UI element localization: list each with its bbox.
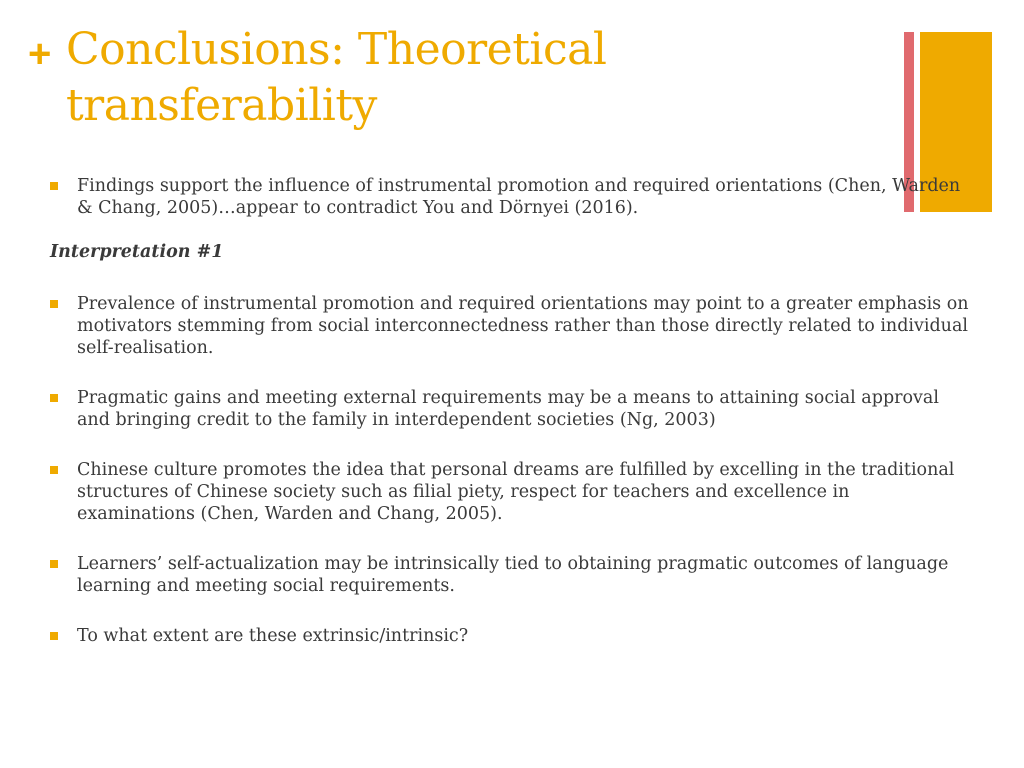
list-item xyxy=(50,459,970,525)
list-item-text: Learners’ self-actualization may be intrinsically tied to obtaining pragmatic outcomes of language learning and meeting social requirements. xyxy=(77,554,949,596)
slide-content xyxy=(50,175,970,647)
plus-icon: + xyxy=(28,32,52,76)
square-bullet-icon xyxy=(50,560,58,568)
list-item-text: Pragmatic gains and meeting external requirements may be a means to attaining social approval and bringing credit to the family in interdependent societies (Ng, 2003) xyxy=(77,388,939,430)
square-bullet-icon xyxy=(50,632,58,640)
list-item xyxy=(50,387,970,431)
square-bullet-icon xyxy=(50,466,58,474)
square-bullet-icon xyxy=(50,182,58,190)
square-bullet-icon xyxy=(50,394,58,402)
square-bullet-icon xyxy=(50,300,58,308)
slide-title: Conclusions: Theoretical transferability xyxy=(66,24,607,131)
list-item-text: To what extent are these extrinsic/intrinsic? xyxy=(77,626,469,646)
list-item xyxy=(50,625,970,647)
list-item xyxy=(50,553,970,597)
list-item-text: Chinese culture promotes the idea that personal dreams are fulfilled by excelling in the traditional structures of Chinese society such as filial piety, respect for teachers and excellence in examinations (Chen, Warden and Chang, 2005). xyxy=(77,460,955,524)
list-item-text: Prevalence of instrumental promotion and required orientations may point to a greater emphasis on motivators stemming from social interconnectedness rather than those directly related to individual self-realisation. xyxy=(77,294,969,358)
list-item xyxy=(50,293,970,359)
list-item-text: Findings support the influence of instrumental promotion and required orientations (Chen, Warden & Chang, 2005)…appear to contradict You and Dörnyei (2016). xyxy=(77,176,961,218)
list-item xyxy=(50,175,970,219)
interpretation-heading: Interpretation #1 xyxy=(50,242,224,262)
